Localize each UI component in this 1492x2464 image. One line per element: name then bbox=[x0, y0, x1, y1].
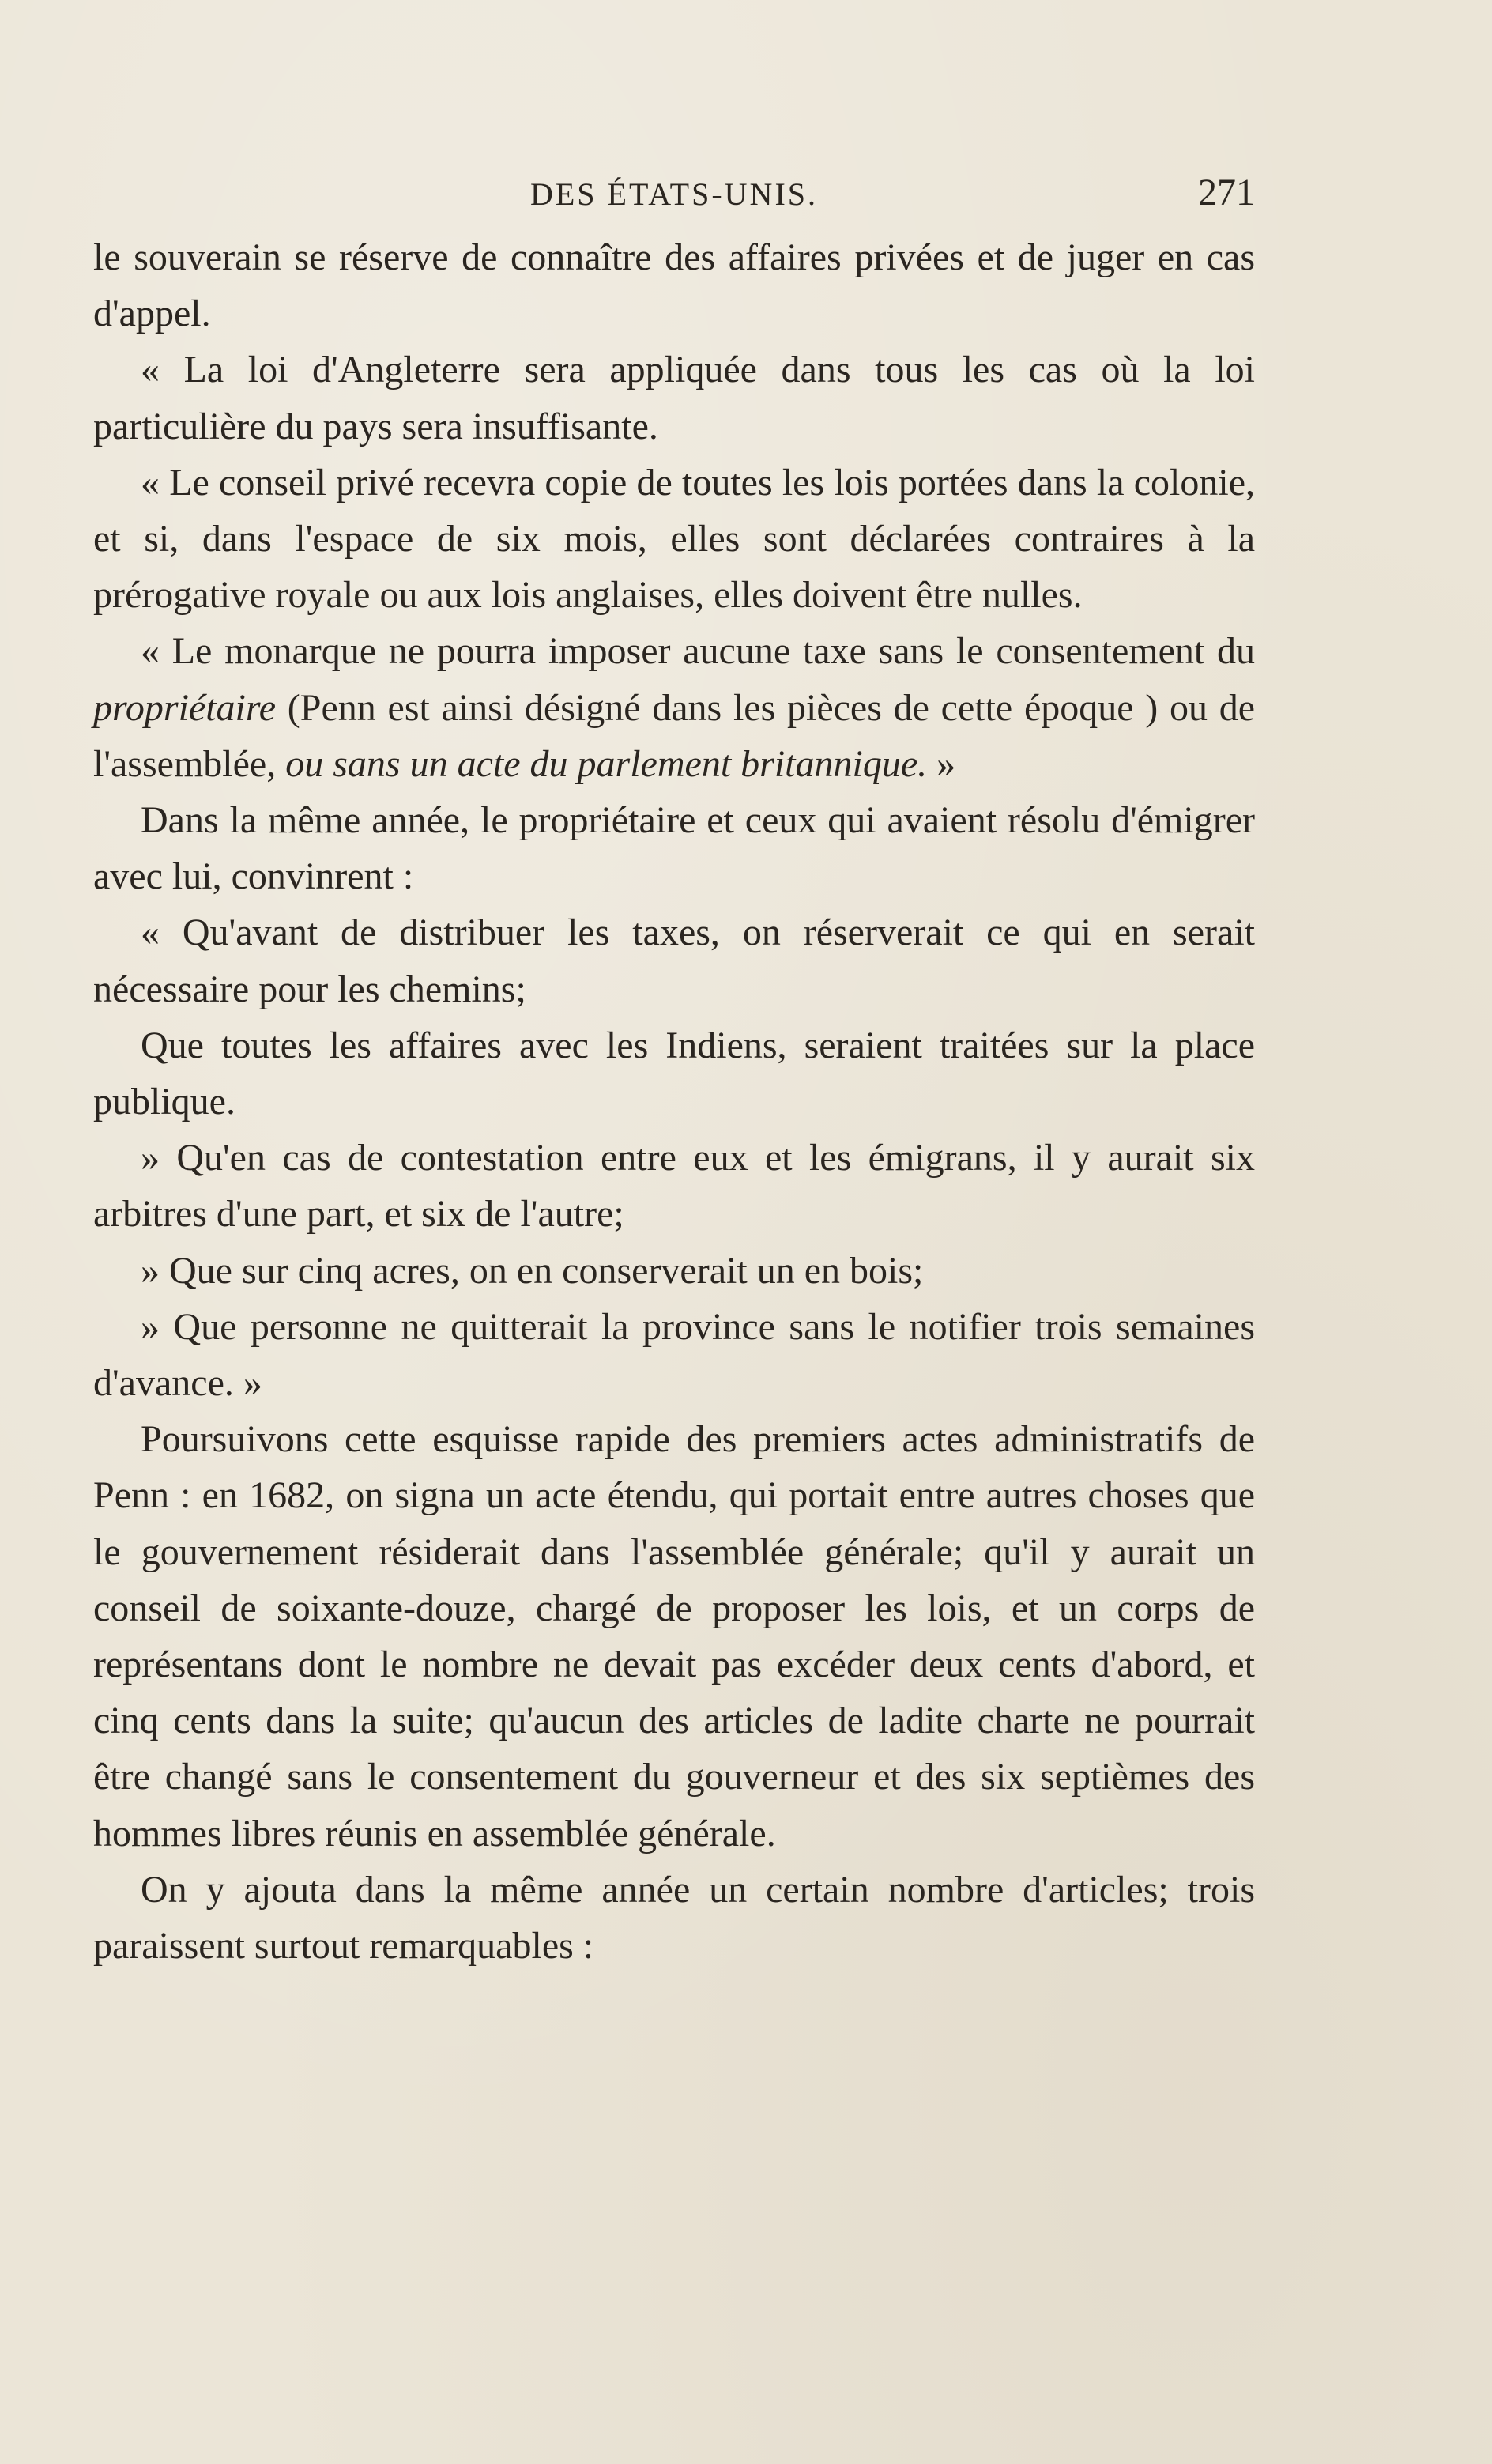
italic-parlement: ou sans un acte du parlement britannique. bbox=[285, 742, 928, 785]
paragraph-quote-privy-council: « Le conseil privé recevra copie de toutes les lois portées dans la colonie, et si, dans l'espace de six mois, elles sont déclarées contraires à la prérogative royale ou aux lois anglaises, elles doivent être nulles. bbox=[93, 461, 1255, 617]
paragraph-quote-taxes-middle: (Penn est ainsi désigné dans les pièces de cette époque ) ou de l'assemblée, bbox=[93, 686, 1255, 785]
paragraph-quote-taxes bbox=[93, 623, 1255, 792]
paragraph-agreement-arbiters: » Qu'en cas de contestation entre eux et les émigrans, il y aurait six arbitres d'une part, et six de l'autre; bbox=[93, 1137, 1255, 1236]
paragraph-agreement-leaving: » Que personne ne quitterait la province sans le notifier trois semaines d'avance. » bbox=[93, 1305, 1255, 1405]
running-title: DES ÉTATS-UNIS. bbox=[529, 176, 819, 212]
paragraph-articles: On y ajouta dans la même année un certain nombre d'articles; trois paraissent surtout remarquables : bbox=[93, 1868, 1255, 1968]
body-text bbox=[93, 229, 1255, 1974]
paragraph-charter-1682: Poursuivons cette esquisse rapide des premiers actes administratifs de Penn : en 1682, on signa un acte étendu, qui portait entre autres choses que le gouvernement résiderait dans l'assemblée générale; qu'il y aurait un conseil de soixante-douze, chargé de proposer les lois, et un corps de représentans dont le nombre ne devait pas excéder deux cents d'abord, et cinq cents dans la suite; qu'aucun des articles de ladite charte ne pourrait être changé sans le consentement du gouverneur et des six septièmes des hommes libres réunis en assemblée générale. bbox=[93, 1418, 1255, 1855]
page-number: 271 bbox=[1198, 172, 1255, 213]
italic-proprietaire: propriétaire bbox=[93, 686, 277, 729]
paragraph-quote-taxes-after: » bbox=[927, 742, 956, 785]
paragraph-agreement-intro: Dans la même année, le propriétaire et ceux qui avaient résolu d'émigrer avec lui, convinrent : bbox=[93, 799, 1255, 898]
paragraph-agreement-indians: Que toutes les affaires avec les Indiens, seraient traitées sur la place publique. bbox=[93, 1024, 1255, 1123]
paragraph-agreement-roads: « Qu'avant de distribuer les taxes, on réserverait ce qui en serait nécessaire pour les chemins; bbox=[93, 911, 1255, 1010]
paragraph-agreement-woods: » Que sur cinq acres, on en conserverait un en bois; bbox=[141, 1249, 924, 1292]
paragraph-continuation: le souverain se réserve de connaître des affaires privées et de juger en cas d'appel. bbox=[93, 236, 1255, 335]
paragraph-quote-taxes-before: « Le monarque ne pourra imposer aucune taxe sans le consentement du bbox=[141, 630, 1255, 673]
page-header bbox=[93, 172, 1255, 223]
paragraph-quote-english-law: « La loi d'Angleterre sera appliquée dans tous les cas où la loi particulière du pays sera insuffisante. bbox=[93, 349, 1255, 447]
